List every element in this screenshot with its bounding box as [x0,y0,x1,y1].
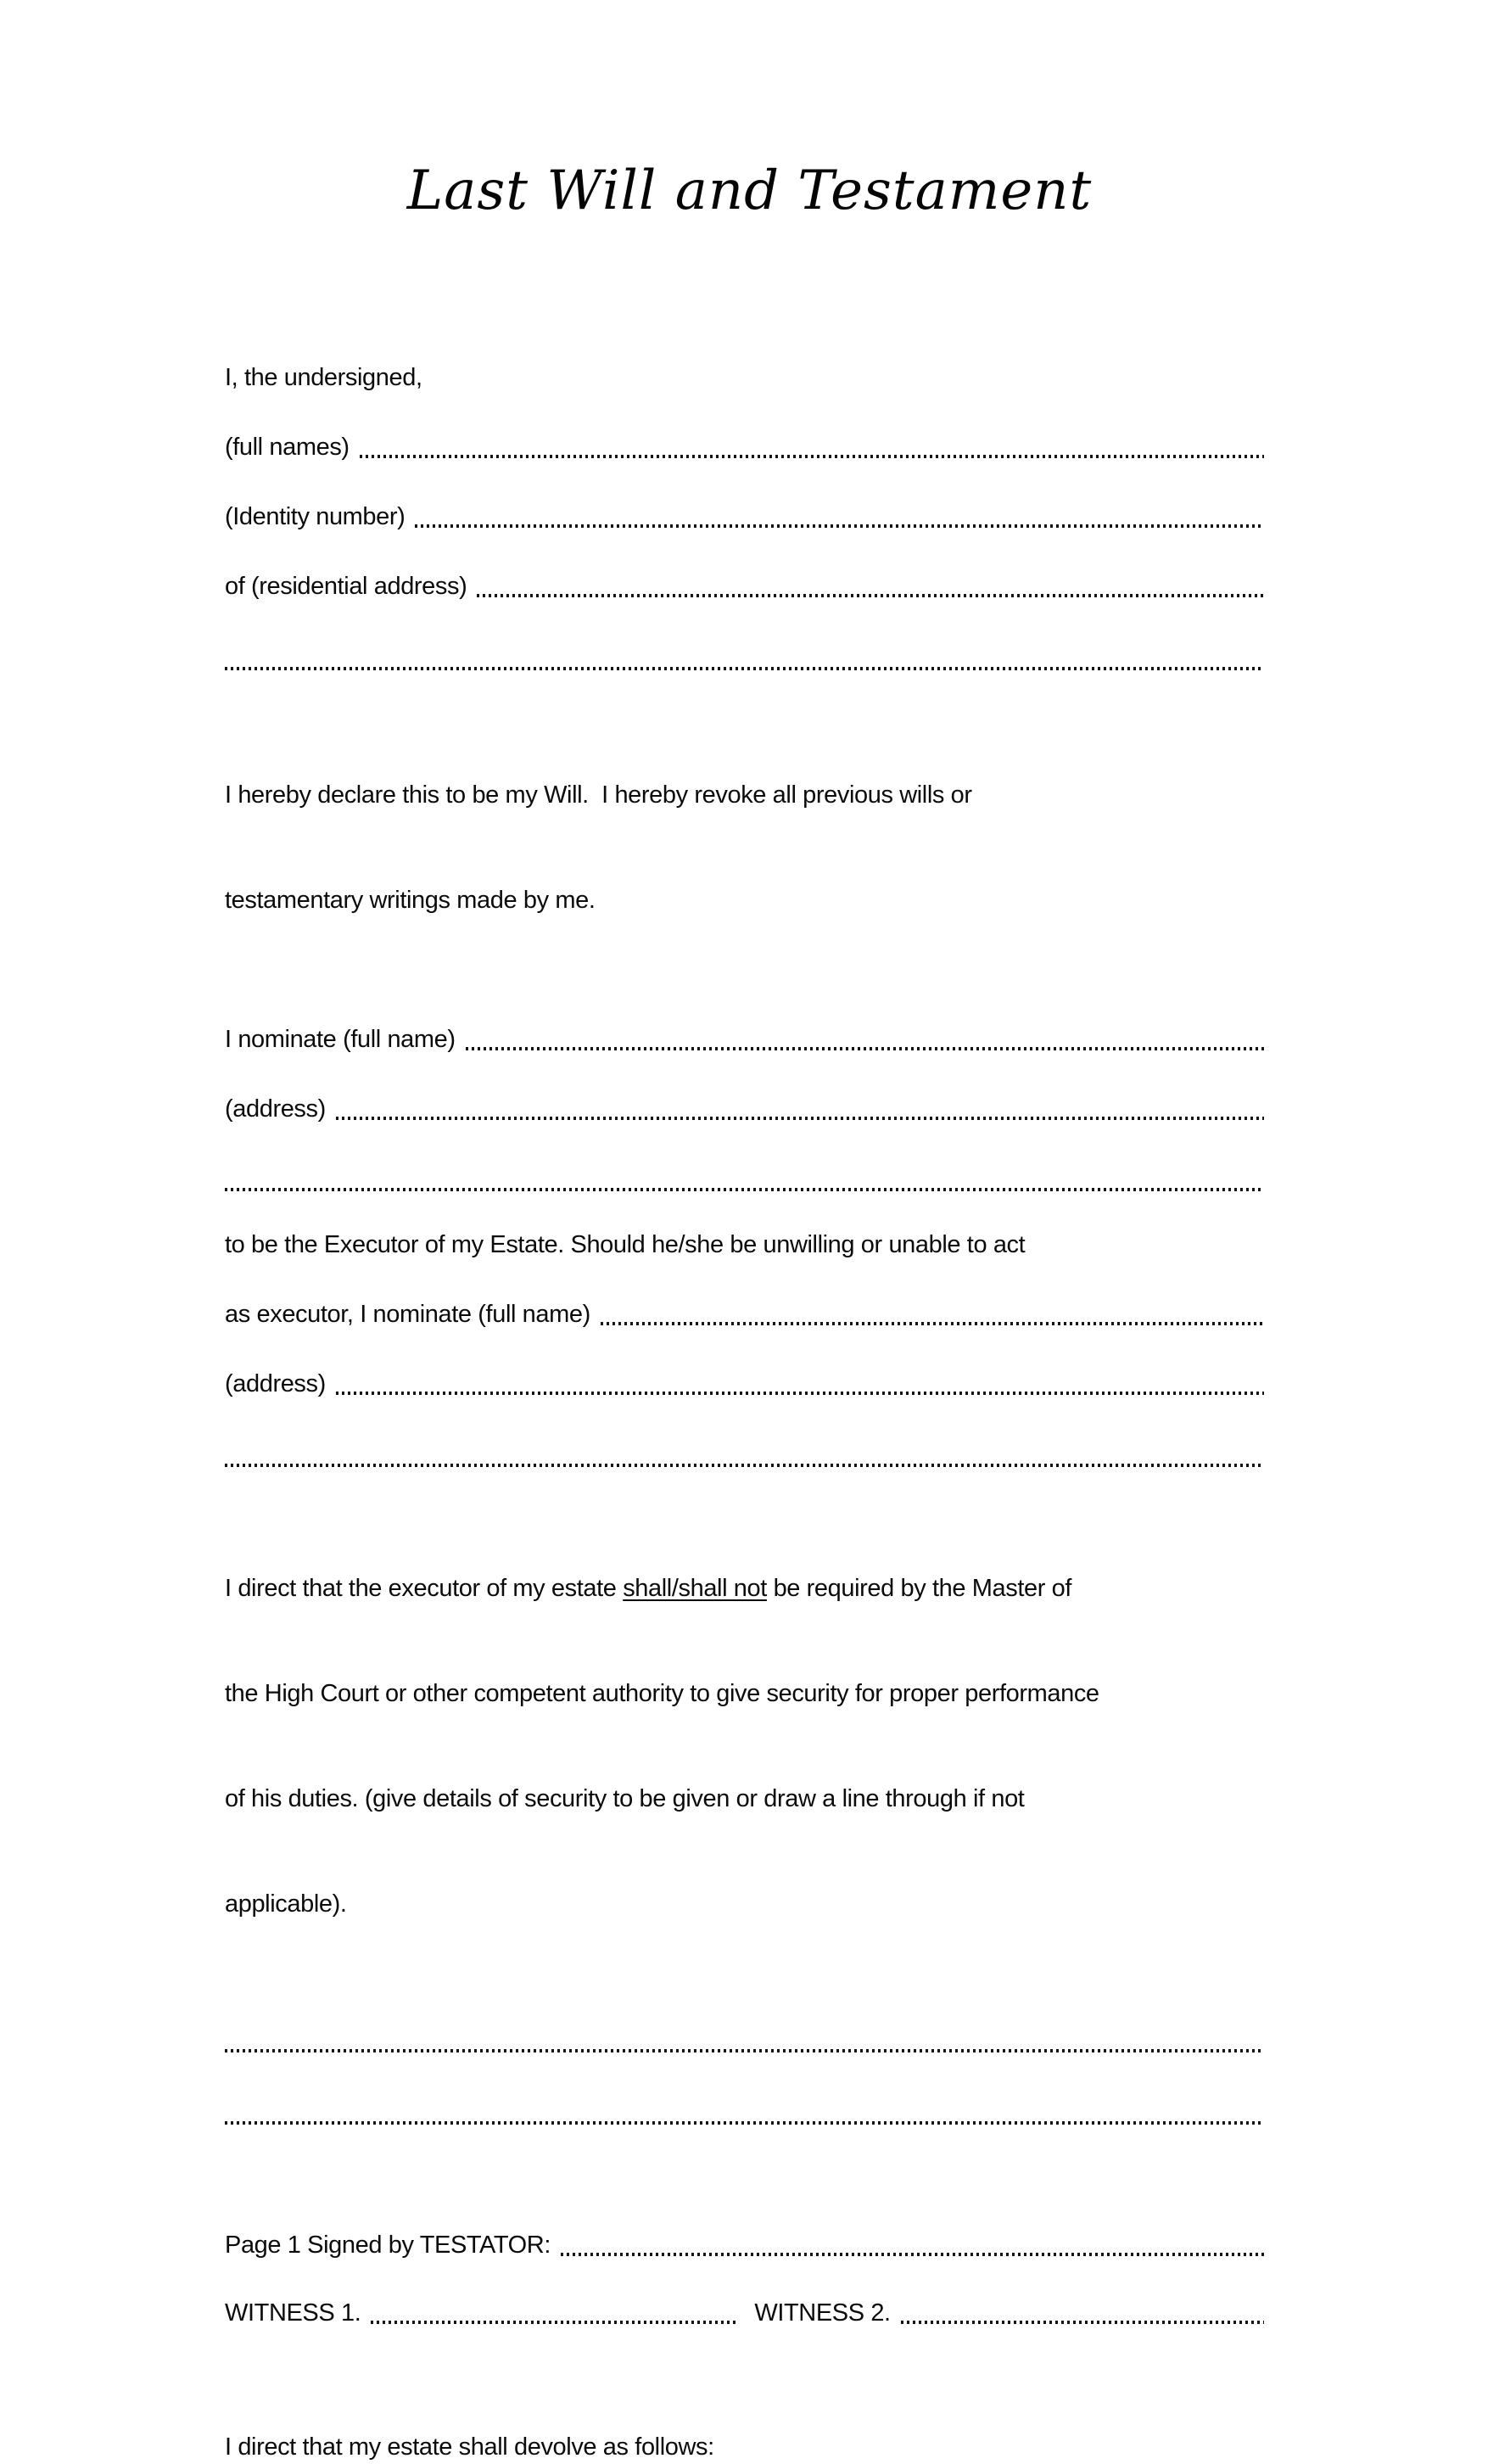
alternate-executor-address-row [225,1367,1264,1401]
security-details-field-1[interactable] [225,2049,1264,2052]
security-line-4: applicable). [225,1890,347,1918]
alternate-executor-row [225,1297,1264,1331]
identity-number-label: (Identity number) [225,503,406,530]
declaration-line-2: testamentary writings made by me. [225,887,596,914]
testator-signature-row [225,2228,1264,2262]
witness1-signature-field[interactable] [371,2321,736,2324]
alternate-executor-label: as executor, I nominate (full name) [225,1301,590,1328]
alternate-executor-field[interactable] [601,1322,1264,1325]
witness1-label: WITNESS 1. [225,2299,361,2327]
identity-number-field[interactable] [415,524,1264,528]
security-paragraph [225,1500,1264,1992]
alternate-executor-address-continuation-field[interactable] [225,1464,1264,1467]
security-details-field-2[interactable] [225,2121,1264,2125]
witness2-signature-field[interactable] [901,2321,1264,2324]
identity-number-row [225,500,1264,534]
security-line-3: of his duties. (give details of security to be given or draw a line through if not [225,1785,1025,1812]
will-document-page [0,148,1499,2461]
nominate-row [225,1022,1264,1056]
residential-address-row [225,569,1264,603]
nominate-label: I nominate (full name) [225,1026,456,1053]
residential-address-continuation-field[interactable] [225,667,1264,670]
declaration-paragraph [225,707,1264,988]
full-names-row [225,430,1264,464]
alternate-executor-address-continuation-row [225,1439,1264,1473]
intro-line: I, the undersigned, [225,364,422,391]
executor-address-continuation-field[interactable] [225,1188,1264,1191]
security-details-row-1 [225,2024,1264,2058]
alternate-executor-address-label: (address) [225,1370,326,1397]
residential-address-label: of (residential address) [225,573,467,600]
executor-address-field[interactable] [336,1117,1264,1120]
executor-address-row [225,1092,1264,1126]
executor-address-label: (address) [225,1095,326,1123]
alternate-executor-address-field[interactable] [336,1392,1264,1395]
document-body [0,361,1499,2464]
security-line-1-pre: I direct that the executor of my estate [225,1575,624,1602]
witness2-label: WITNESS 2. [754,2299,891,2327]
residential-address-continuation-row [225,642,1264,676]
devolve-line: I direct that my estate shall devolve as follows: [225,2433,714,2461]
residential-address-field[interactable] [477,594,1264,597]
full-names-field[interactable] [360,455,1264,458]
security-line-2: the High Court or other competent authority to give security for proper performance [225,1680,1099,1707]
executor-clause-line: to be the Executor of my Estate. Should he/she be unwilling or unable to act [225,1231,1026,1258]
full-names-label: (full names) [225,434,350,461]
witness-signature-row [225,2296,1264,2330]
security-line-1-post: be required by the Master of [766,1575,1072,1602]
testator-signature-label: Page 1 Signed by TESTATOR: [225,2232,551,2259]
declaration-line-1: I hereby declare this to be my Will. I hereby revoke all previous wills or [225,781,972,809]
security-details-row-2 [225,2097,1264,2131]
testator-signature-field[interactable] [561,2253,1264,2256]
security-line-1 [225,1571,1264,1605]
executor-address-continuation-row [225,1163,1264,1197]
security-shall-shall-not: shall/shall not [623,1575,767,1602]
document-title: Last Will and Testament [406,160,1093,222]
nominate-field[interactable] [466,1047,1264,1050]
